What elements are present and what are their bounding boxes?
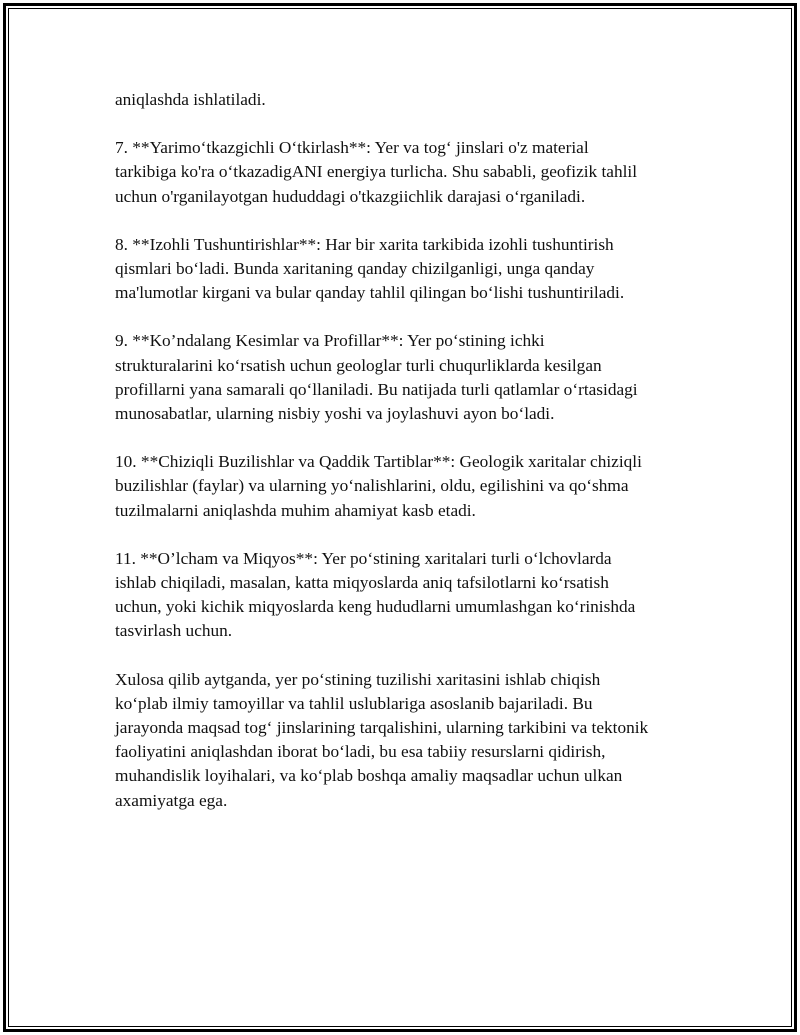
paragraph-item-10: 10. **Chiziqli Buzilishlar va Qaddik Tartiblar**: Geologik xaritalar chiziqli buzilishlar (faylar) va ularning yo‘nalishlarini, oldu, egilishini va qo‘shma tuzilmalarni aniqlashda muhim ahamiyat kasb etadi. bbox=[115, 452, 642, 520]
paragraph-item-7: 7. **Yarimo‘tkazgichli O‘tkirlash**: Yer va tog‘ jinslari o'z material tarkibiga ko'ra o‘tkazadigANI energiya turlicha. Shu sababli, geofizik tahlil uchun o'rganilayotgan hududdagi o'tkazgiichlik darajasi o‘rganiladi. bbox=[115, 138, 638, 206]
paragraph-item-8: 8. **Izohli Tushuntirishlar**: Har bir xarita tarkibida izohli tushuntirish qismlari bo‘ladi. Bunda xaritaning qanday chizilganligi, unga qanday ma'lumotlar kirgani va bular qanday tahlil qilingan bo‘lishi tushuntiriladi. bbox=[115, 234, 625, 303]
paragraph-item-9: 9. **Ko’ndalang Kesimlar va Profillar**: Yer po‘stining ichki strukturalarini ko‘rsatish uchun geologlar turli chuqurliklarda kesilgan profillarni yana samarali qo‘llaniladi. Bu natijada turli qatlamlar o‘rtasidagi munosabatlar, ularning nisbiy yoshi va joylashuvi ayon bo‘ladi. bbox=[115, 331, 638, 424]
paragraph-continuation: aniqlashda ishlatiladi. bbox=[115, 90, 266, 109]
document-body bbox=[115, 88, 715, 837]
paragraph-item-11: 11. **O’lcham va Miqyos**: Yer po‘stining xaritalari turli o‘lchovlarda ishlab chiqiladi, masalan, katta miqyoslarda aniq tafsilotlarni ko‘rsatish uchun, yoki kichik miqyoslarda keng hududlarni umumlashgan ko‘rinishda tasvirlash uchun. bbox=[115, 548, 636, 641]
paragraph-conclusion: Xulosa qilib aytganda, yer po‘stining tuzilishi xaritasini ishlab chiqish ko‘plab ilmiy tamoyillar va tahlil uslublariga asoslanib bajariladi. Bu jarayonda maqsad tog‘ jinslarining tarqalishini, ularning tarkibini va tektonik faoliyatini aniqlashdan iborat bo‘ladi, bu esa tabiiy resurslarni qidirish, muhandislik loyihalari, va ko‘plab boshqa amaliy maqsadlar uchun ulkan axamiyatga ega. bbox=[115, 669, 649, 810]
